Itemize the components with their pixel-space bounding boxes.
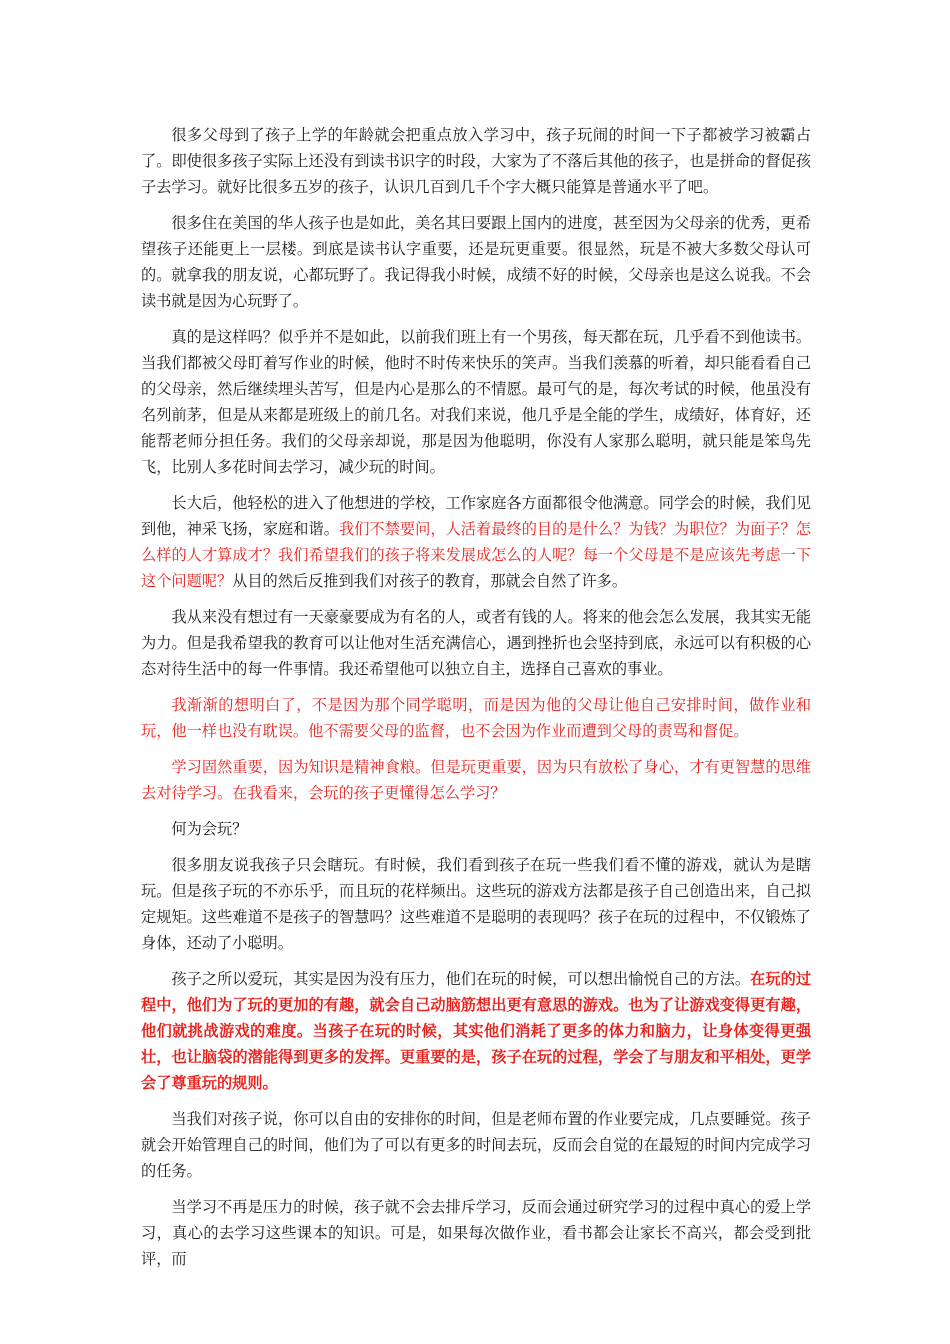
- paragraph-text: 当学习不再是压力的时候，孩子就不会去排斥学习，反而会通过研究学习的过程中真心的爱上学习，真心的去学习这些课本的知识。可是，如果每次做作业，看书都会让家长不高兴，都会受到批评，而: [141, 1198, 811, 1268]
- paragraph-text: 从目的然后反推到我们对孩子的教育，那就会自然了许多。: [232, 572, 627, 590]
- paragraph: [141, 816, 811, 842]
- paragraph: [141, 122, 811, 200]
- paragraph: [141, 1106, 811, 1184]
- document-body: [141, 122, 811, 1282]
- paragraph-text: 孩子之所以爱玩，其实是因为没有压力，他们在玩的时候，可以想出愉悦自己的方法。: [171, 970, 751, 988]
- paragraph-text: 真的是这样吗？似乎并不是如此，以前我们班上有一个男孩，每天都在玩，几乎看不到他读书。当我们都被父母盯着写作业的时候，他时不时传来快乐的笑声。当我们羡慕的听着，却只能看看自己的父母亲，然后继续埋头苦写，但是内心是那么的不情愿。最可气的是，每次考试的时候，他虽没有名列前茅，但是从来都是班级上的前几名。对我们来说，他几乎是全能的学生，成绩好，体育好，还能帮老师分担任务。我们的父母亲却说，那是因为他聪明，你没有人家那么聪明，就只能是笨鸟先飞，比别人多花时间去学习，减少玩的时间。: [141, 328, 811, 476]
- paragraph-text: 很多父母到了孩子上学的年龄就会把重点放入学习中，孩子玩闹的时间一下子都被学习被霸占了。即使很多孩子实际上还没有到读书识字的时段，大家为了不落后其他的孩子，也是拼命的督促孩子去学习。就好比很多五岁的孩子，认识几百到几千个字大概只能算是普通水平了吧。: [141, 126, 811, 196]
- paragraph: [141, 1194, 811, 1272]
- paragraph-text: 我从来没有想过有一天豪豪要成为有名的人，或者有钱的人。将来的他会怎么发展，我其实无能为力。但是我希望我的教育可以让他对生活充满信心，遇到挫折也会坚持到底，永远可以有积极的心态对待生活中的每一件事情。我还希望他可以独立自主，选择自己喜欢的事业。: [141, 608, 811, 678]
- paragraph-text: 很多朋友说我孩子只会瞎玩。有时候，我们看到孩子在玩一些我们看不懂的游戏，就认为是瞎玩。但是孩子玩的不亦乐乎，而且玩的花样频出。这些玩的游戏方法都是孩子自己创造出来，自己拟定规矩。这些难道不是孩子的智慧吗？这些难道不是聪明的表现吗？孩子在玩的过程中，不仅锻炼了身体，还动了小聪明。: [141, 856, 811, 952]
- paragraph: [141, 210, 811, 314]
- paragraph: [141, 604, 811, 682]
- paragraph: [141, 966, 811, 1096]
- paragraph-text: 当我们对孩子说，你可以自由的安排你的时间，但是老师布置的作业要完成，几点要睡觉。孩子就会开始管理自己的时间，他们为了可以有更多的时间去玩，反而会自觉的在最短的时间内完成学习的任务。: [141, 1110, 811, 1180]
- paragraph: [141, 324, 811, 480]
- paragraph: [141, 754, 811, 806]
- highlighted-text: 在玩的过程中，他们为了玩的更加的有趣，就会自己动脑筋想出更有意思的游戏。也为了让游戏变得更有趣，他们就挑战游戏的难度。当孩子在玩的时候，其实他们消耗了更多的体力和脑力，让身体变得更强壮，也让脑袋的潜能得到更多的发挥。更重要的是，孩子在玩的过程，学会了与朋友和平相处，更学会了尊重玩的规则。: [141, 970, 812, 1092]
- paragraph-text: 何为会玩？: [171, 820, 248, 838]
- highlighted-text: 学习固然重要，因为知识是精神食粮。但是玩更重要，因为只有放松了身心，才有更智慧的思维去对待学习。在我看来，会玩的孩子更懂得怎么学习？: [141, 758, 811, 802]
- highlighted-text: 我们不禁要问，人活着最终的目的是什么？为钱？为职位？为面子？怎么样的人才算成才？我们希望我们的孩子将来发展成怎么的人呢？每一个父母是不是应该先考虑一下这个问题呢？: [141, 520, 812, 590]
- paragraph-text: 很多住在美国的华人孩子也是如此，美名其曰要跟上国内的进度，甚至因为父母亲的优秀，更希望孩子还能更上一层楼。到底是读书认字重要，还是玩更重要。很显然，玩是不被大多数父母认可的。就拿我的朋友说，心都玩野了。我记得我小时候，成绩不好的时候，父母亲也是这么说我。不会读书就是因为心玩野了。: [141, 214, 811, 310]
- highlighted-text: 我渐渐的想明白了，不是因为那个同学聪明，而是因为他的父母让他自己安排时间，做作业和玩，他一样也没有耽误。他不需要父母的监督，也不会因为作业而遭到父母的责骂和督促。: [141, 696, 811, 740]
- paragraph: [141, 852, 811, 956]
- paragraph: [141, 692, 811, 744]
- paragraph: [141, 490, 811, 594]
- paragraph-text: 长大后，他轻松的进入了他想进的学校，工作家庭各方面都很令他满意。同学会的时候，我们见到他，神采飞扬，家庭和谐。: [141, 494, 811, 538]
